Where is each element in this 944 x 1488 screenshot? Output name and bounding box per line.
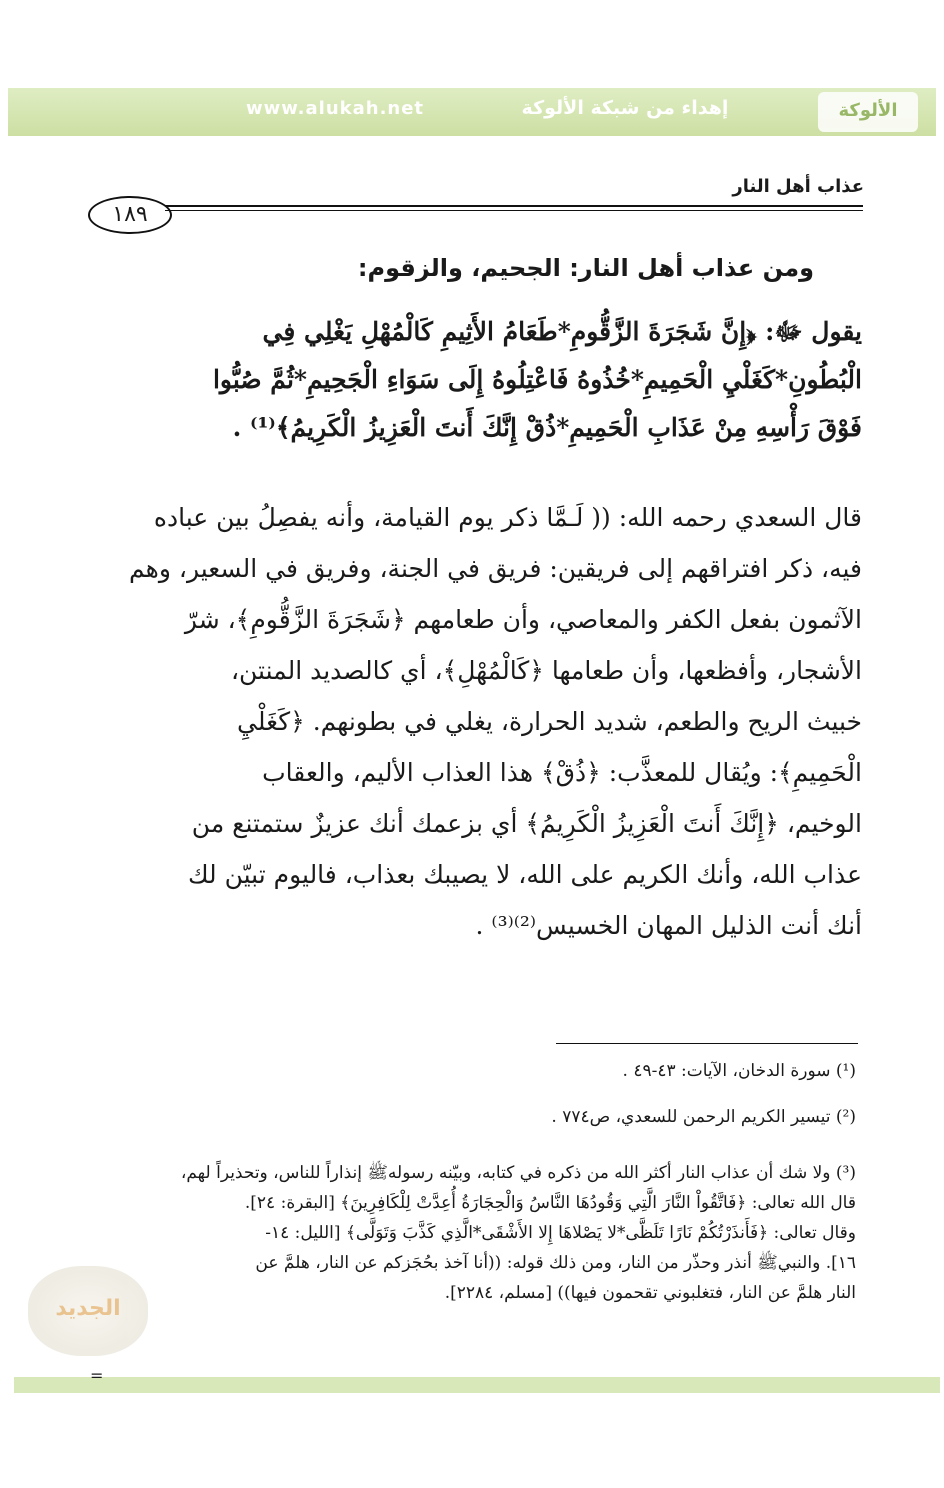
footnote-3-line: قال الله تعالى: ﴿فَاتَّقُواْ النَّارَ الَّتِي وَقُودُهَا النَّاسُ وَالْحِجَارَةُ أُعِدَّتْ لِلْكَافِرِينَ﴾ [البقرة: ٢٤].: [244, 1193, 856, 1213]
bottom-band: [14, 1377, 940, 1393]
commentary-line: خبيث الريح والطعم، شديد الحرارة، يغلي في بطونهم. ﴿كَغَلْيِ: [237, 707, 862, 736]
gift-text: إهداء من شبكة الألوكة: [521, 97, 729, 119]
alukah-logo: [818, 92, 918, 132]
verse-paragraph: [82, 308, 862, 452]
commentary-paragraph: [82, 492, 862, 951]
footnote-rule: [556, 1043, 858, 1044]
header-rule-top: [165, 205, 863, 207]
site-url[interactable]: www.alukah.net: [245, 98, 425, 119]
commentary-line: الوخيم، ﴿إِنَّكَ أَنتَ الْعَزِيزُ الْكَرِيمُ﴾ أي بزعمك أنك عزيزٌ ستمتنع من: [191, 809, 862, 838]
header-rule-bottom: [165, 210, 863, 211]
footer-mark: =: [90, 1366, 104, 1385]
footnote-2: (²) تيسير الكريم الرحمن للسعدي، ص٧٧٤ .: [551, 1107, 856, 1127]
footnote-3-line: وقال تعالى: ﴿فَأَنذَرْتُكُمْ نَارًا تَلَظَّى*لا يَصْلاهَا إِلا الأَشْقَى*الَّذِي كَذَّبَ وَتَوَلَّى﴾ [الليل: ١٤-: [265, 1223, 856, 1243]
footnote-3-line: (³) ولا شك أن عذاب النار أكثر الله من ذكره في كتابه، وبيّنه رسولهﷺ إنذاراً للناس، وتحذيراً لهم،: [180, 1163, 856, 1183]
footnote-1: (¹) سورة الدخان، الآيات: ٤٣-٤٩ .: [622, 1061, 856, 1081]
running-title: عذاب أهل النار: [732, 176, 864, 197]
verse-line: الْبُطُونِ*كَغَلْيِ الْحَمِيمِ*خُذُوهُ فَاعْتِلُوهُ إِلَى سَوَاءِ الْجَحِيمِ*ثُمَّ صُبُّوا: [212, 365, 862, 394]
watermark-stamp: [28, 1266, 148, 1356]
page-number: ١٨٩: [88, 196, 172, 234]
commentary-line: أنك أنت الذليل المهان الخسيس⁽²⁾⁽³⁾ .: [475, 911, 862, 940]
verse-line: يقول ﷻ: ﴿إِنَّ شَجَرَةَ الزَّقُّومِ*طَعَامُ الأَثِيمِ كَالْمُهْلِ يَغْلِي فِي: [262, 317, 862, 346]
logo-text: الألوكة: [838, 100, 898, 121]
footnote-3: [86, 1158, 856, 1308]
top-banner: [8, 88, 936, 136]
footnote-3-line: ١٦]. والنبيﷺ أنذر وحذّر من النار، ومن ذلك قوله: ((أنا آخذ بحُجَزكم عن النار، هلمَّ عن: [255, 1253, 856, 1273]
commentary-line: قال السعدي رحمه الله: (( لَـمَّا ذكر يوم القيامة، وأنه يفصِلُ بين عباده: [153, 503, 862, 532]
verse-line: فَوْقَ رَأْسِهِ مِنْ عَذَابِ الْحَمِيمِ*ذُقْ إِنَّكَ أَنتَ الْعَزِيزُ الْكَرِيمُ﴾⁽¹⁾ .: [232, 413, 862, 442]
stamp-text: الجديد: [55, 1296, 121, 1321]
commentary-line: الآثمون بفعل الكفر والمعاصي، وأن طعامهم ﴿شَجَرَةَ الزَّقُّومِ﴾، شرّ: [184, 605, 862, 634]
commentary-line: الْحَمِيمِ﴾: ويُقال للمعذَّب: ﴿ذُقْ﴾ هذا العذاب الأليم، والعقاب: [262, 758, 862, 787]
commentary-line: الأشجار، وأفظعها، وأن طعامها ﴿كَالْمُهْلِ﴾، أي كالصديد المنتن،: [230, 656, 862, 685]
section-heading: ومن عذاب أهل النار: الجحيم، والزقوم:: [357, 254, 814, 282]
commentary-line: عذاب الله، وأنك الكريم على الله، لا يصيبك بعذاب، فاليوم تبيّن لك: [187, 860, 862, 889]
footnote-3-line: النار هلمَّ عن النار، فتغلبوني تقحمون فيها)) [مسلم، ٢٢٨٤].: [444, 1283, 856, 1303]
commentary-line: فيه، ذكر افتراقهم إلى فريقين: فريق في الجنة، وفريق في السعير، وهم: [129, 554, 862, 583]
